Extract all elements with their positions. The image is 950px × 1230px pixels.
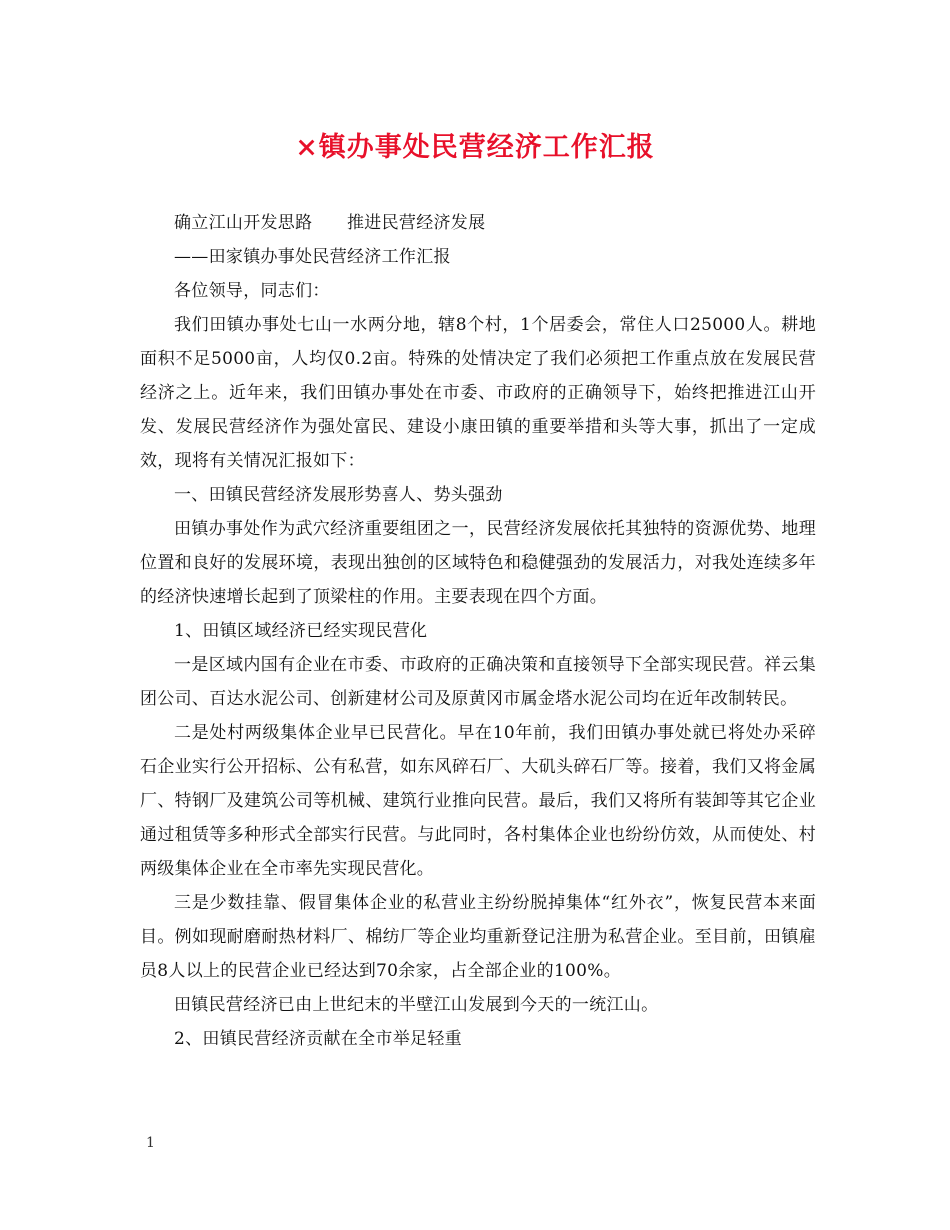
document-body (140, 206, 816, 1056)
section-heading: 一、田镇民营经济发展形势喜人、势头强劲 (174, 485, 503, 505)
document-title: ×镇办事处民营经济工作汇报 (295, 132, 655, 163)
paragraph: 田镇民营经济已由上世纪末的半壁江山发展到今天的一统江山。 (174, 995, 659, 1015)
paragraph: 一是区域内国有企业在市委、市政府的正确决策和直接领导下全部实现民营。祥云集团公司、百达水泥公司、创新建材公司及原黄冈市属金塔水泥公司均在近年改制转民。 (140, 655, 816, 709)
paragraph: 我们田镇办事处七山一水两分地，辖8个村，1个居委会，常住人口25000人。耕地面积不足5000亩，人均仅0.2亩。特殊的处情决定了我们必须把工作重点放在发展民营经济之上。近年来，我们田镇办事处在市委、市政府的正确领导下，始终把推进江山开发、发展民营经济作为强处富民、建设小康田镇的重要举措和头等大事，抓出了一定成效，现将有关情况汇报如下： (140, 315, 816, 471)
paragraph: 二是处村两级集体企业早已民营化。早在10年前，我们田镇办事处就已将处办采碎石企业实行公开招标、公有私营，如东风碎石厂、大矶头碎石厂等。接着，我们又将金属厂、特钢厂及建筑公司等机械、建筑行业推向民营。最后，我们又将所有装卸等其它企业通过租赁等多种形式全部实行民营。与此同时，各村集体企业也纷纷仿效，从而使处、村两级集体企业在全市率先实现民营化。 (140, 723, 816, 879)
subtitle-line: 确立江山开发思路 推进民营经济发展 (174, 213, 486, 233)
salutation: 各位领导，同志们： (174, 281, 330, 301)
paragraph: 田镇办事处作为武穴经济重要组团之一，民营经济发展依托其独特的资源优势、地理位置和良好的发展环境，表现出独创的区域特色和稳健强劲的发展活力，对我处连续多年的经济快速增长起到了顶梁柱的作用。主要表现在四个方面。 (140, 519, 816, 607)
subsection-heading: 2、田镇民营经济贡献在全市举足轻重 (174, 1029, 462, 1049)
subsection-heading: 1、田镇区域经济已经实现民营化 (174, 621, 428, 641)
subtitle-line: ——田家镇办事处民营经济工作汇报 (174, 247, 451, 267)
paragraph: 三是少数挂靠、假冒集体企业的私营业主纷纷脱掉集体“红外衣”，恢复民营本来面目。例如现耐磨耐热材料厂、棉纺厂等企业均重新登记注册为私营企业。至目前，田镇雇员8人以上的民营企业已经达到70余家，占全部企业的100%。 (140, 893, 816, 981)
page-number: 1 (146, 1135, 155, 1151)
